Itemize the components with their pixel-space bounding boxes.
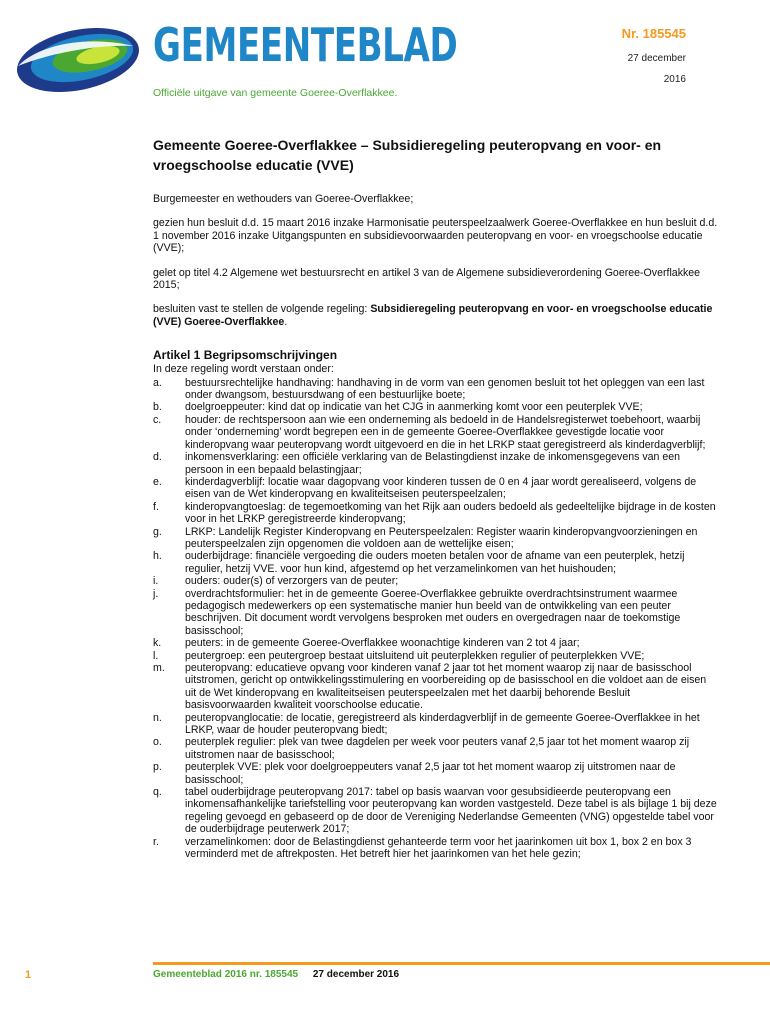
definition-item — [153, 736, 718, 761]
publication-date-day-month: 27 december — [627, 53, 686, 64]
decision-prefix: besluiten vast te stellen de volgende regeling: — [153, 303, 371, 316]
publication-date-year: 2016 — [663, 74, 686, 85]
definition-letter: l. — [153, 649, 159, 662]
definition-letter: d. — [153, 451, 162, 464]
definition-letter: p. — [153, 761, 162, 774]
definition-item — [153, 476, 718, 501]
intro-paragraph: Burgemeester en wethouders van Goeree-Overflakkee; — [153, 193, 414, 205]
definition-item — [153, 712, 718, 737]
definition-letter: n. — [153, 711, 162, 724]
definition-letter: i. — [153, 575, 159, 588]
definition-letter: e. — [153, 475, 162, 488]
definition-text: houder: de rechtspersoon aan wie een onderneming als bedoeld in de Handelsregisterwet toebehoort, waarbij onder ‘onderneming’ wordt begrepen een in de gemeente Goeree-Overflakkee gevestigde locatie voor kinderopvang waar peuteropvang wordt uitgevoerd en die in het LRKP staat geregistreerd als kinderdagverblijf; — [185, 413, 706, 451]
definition-letter: m. — [153, 662, 165, 674]
definition-item — [153, 377, 718, 402]
definition-text: peuterplek regulier: plek van twee dagdelen per week voor peuters vanaf 2,5 jaar tot het moment waarop zij uitstromen naar de basisschool; — [185, 736, 690, 761]
publication-date — [576, 48, 686, 90]
definition-item — [153, 761, 718, 786]
definition-text: ouders: ouder(s) of verzorgers van de peuter; — [185, 575, 399, 588]
decision-regulation-name: Subsidieregeling peuteropvang en voor- en vroegschoolse educatie (VVE) Goeree-Overflakkee — [153, 303, 713, 328]
definition-letter: o. — [153, 736, 162, 749]
decision-paragraph — [153, 303, 718, 328]
definition-item — [153, 575, 718, 587]
definition-letter: c. — [153, 413, 162, 426]
definition-text: peuteropvang: educatieve opvang voor kinderen vanaf 2 jaar tot het moment waarop zij naar de basisschool uitstromen, gericht op ontwikkelingsstimulering en voorbereiding op de basisschool en die voldoet aan de eisen uit de Wet kinderopvang en kwaliteitseisen peuterspeelzalen met het daarbij behorende Besluit basisvoorwaarden kwaliteit voorschoolse educatie. — [185, 662, 707, 712]
page-number: 1 — [25, 969, 32, 981]
definition-text: peuters: in de gemeente Goeree-Overflakkee woonachtige kinderen van 2 tot 4 jaar; — [185, 637, 580, 650]
definition-text: peuteropvanglocatie: de locatie, geregistreerd als kinderdagverblijf in de gemeente Goeree-Overflakkee in het LRKP, waar de houder peuteropvang biedt; — [185, 711, 700, 737]
article-1-title: Artikel 1 Begripsomschrijvingen — [153, 348, 338, 363]
definition-text: kinderdagverblijf: locatie waar dagopvang voor kinderen tussen de 0 en 4 jaar wordt gerealiseerd, volgens de eisen van de Wet kinderopvang en kwaliteitseisen peuterspeelzalen; — [185, 475, 697, 501]
masthead-title: GEMEENTEBLAD — [153, 18, 458, 72]
definition-text: doelgroeppeuter: kind dat op indicatie van het CJG in aanmerking komt voor een peuterplek VVE; — [185, 401, 643, 414]
definition-item — [153, 650, 718, 662]
legal-basis-paragraph: gelet op titel 4.2 Algemene wet bestuursrecht en artikel 3 van de Algemene subsidieverordening Goeree-Overflakkee 2015; — [153, 266, 701, 292]
document-body — [153, 135, 718, 861]
footer-date: 27 december 2016 — [312, 969, 400, 980]
definition-text: inkomensverklaring: een officiële verklaring van de Belastingdienst inzake de inkomensgegevens van een persoon in een bepaald belastingjaar; — [185, 451, 681, 476]
definition-item — [153, 662, 718, 712]
footer-citation — [153, 969, 399, 980]
definition-letter: h. — [153, 550, 162, 563]
definition-letter: r. — [153, 835, 159, 848]
gemeente-logo-icon — [12, 22, 144, 98]
definition-text: verzamelinkomen: door de Belastingdienst gehanteerde term voor het jaarinkomen uit box 1, box 2 en box 3 verminderd met de aftrekposten. Het betreft hier het jaarinkomen van het hele gezin; — [185, 835, 692, 861]
definition-letter: b. — [153, 401, 162, 414]
definition-text: ouderbijdrage: financiële vergoeding die ouders moeten betalen voor de afname van een peuterplek, hetzij regulier, hetzij VVE. voor hun kind, afgestemd op het verzamelinkomen van het huishouden; — [185, 550, 685, 575]
definition-item — [153, 451, 718, 476]
article-1-lead: In deze regeling wordt verstaan onder: — [153, 363, 334, 376]
definition-item — [153, 637, 718, 649]
definition-text: peutergroep: een peutergroep bestaat uitsluitend uit peuterplekken regulier of peuterplekken VVE; — [185, 649, 645, 662]
definition-item — [153, 588, 718, 638]
definition-letter: q. — [153, 786, 162, 799]
definition-text: tabel ouderbijdrage peuteropvang 2017: tabel op basis waarvan voor gesubsidieerde peuteropvang een inkomensafhankelijke tariefstelling voor peuteropvang kan worden vastgesteld. Deze tabel is als bijlage 1 bij deze regeling gevoegd en gebaseerd op de door de Vereniging Nederlandse Gemeenten (VNG) opgestelde tabel voor de ouderbijdrage peuterwerk 2017; — [185, 786, 717, 836]
definition-item — [153, 414, 718, 451]
definition-item — [153, 836, 718, 861]
definition-item — [153, 786, 718, 836]
masthead-subtitle: Officiële uitgave van gemeente Goeree-Overflakkee. — [153, 87, 398, 99]
footer-publication: Gemeenteblad 2016 nr. 185545 — [153, 969, 299, 980]
definition-letter: j. — [153, 587, 159, 600]
decision-suffix: . — [284, 315, 288, 328]
definition-item — [153, 401, 718, 413]
definition-item — [153, 501, 718, 526]
definition-letter: f. — [153, 500, 159, 513]
document-title: Gemeente Goeree-Overflakkee – Subsidieregeling peuteropvang en voor- en vroegschoolse educatie (VVE) — [153, 137, 662, 173]
definition-letter: k. — [153, 637, 162, 650]
definition-list — [153, 377, 718, 861]
publication-number: Nr. 185545 — [621, 26, 686, 41]
definition-letter: a. — [153, 376, 162, 389]
definition-text: peuterplek VVE: plek voor doelgroeppeuters vanaf 2,5 jaar tot het moment waarop zij uitstromen naar de basisschool; — [185, 761, 676, 786]
definition-item — [153, 550, 718, 575]
definition-letter: g. — [153, 525, 162, 538]
definition-text: kinderopvangtoeslag: de tegemoetkoming van het Rijk aan ouders bedoeld als gedeeltelijke bijdrage in de kosten voor in het LRKP geregistreerde kinderopvang; — [185, 500, 716, 526]
footer-divider — [153, 962, 770, 965]
considering-paragraph: gezien hun besluit d.d. 15 maart 2016 inzake Harmonisatie peuterspeelzaalwerk Goeree-Overflakkee en hun besluit d.d. 1 november 2016 inzake Uitgangspunten en subsidievoorwaarden peuteropvang en voor- en vroegschoolse educatie (VVE); — [153, 217, 718, 255]
definition-text: bestuursrechtelijke handhaving: handhaving in de vorm van een genomen besluit tot het opleggen van een last onder dwangsom, bestuursdwang of een bestuurlijke boete; — [185, 376, 705, 402]
definition-text: LRKP: Landelijk Register Kinderopvang en Peuterspeelzalen: Register waarin kinderopvangvoorzieningen en peuterspeelzalen zijn opgenomen die voldoen aan de wettelijke eisen; — [185, 525, 698, 550]
definition-item — [153, 526, 718, 551]
definition-text: overdrachtsformulier: het in de gemeente Goeree-Overflakkee gebruikte overdrachtsinstrument waarmee pedagogisch medewerkers op een systematische manier hun beeld van de ontwikkeling van een peuter beschrijven. Dit document wordt vervolgens besproken met ouders en overgedragen naar de toekomstige basisschool; — [185, 587, 681, 637]
